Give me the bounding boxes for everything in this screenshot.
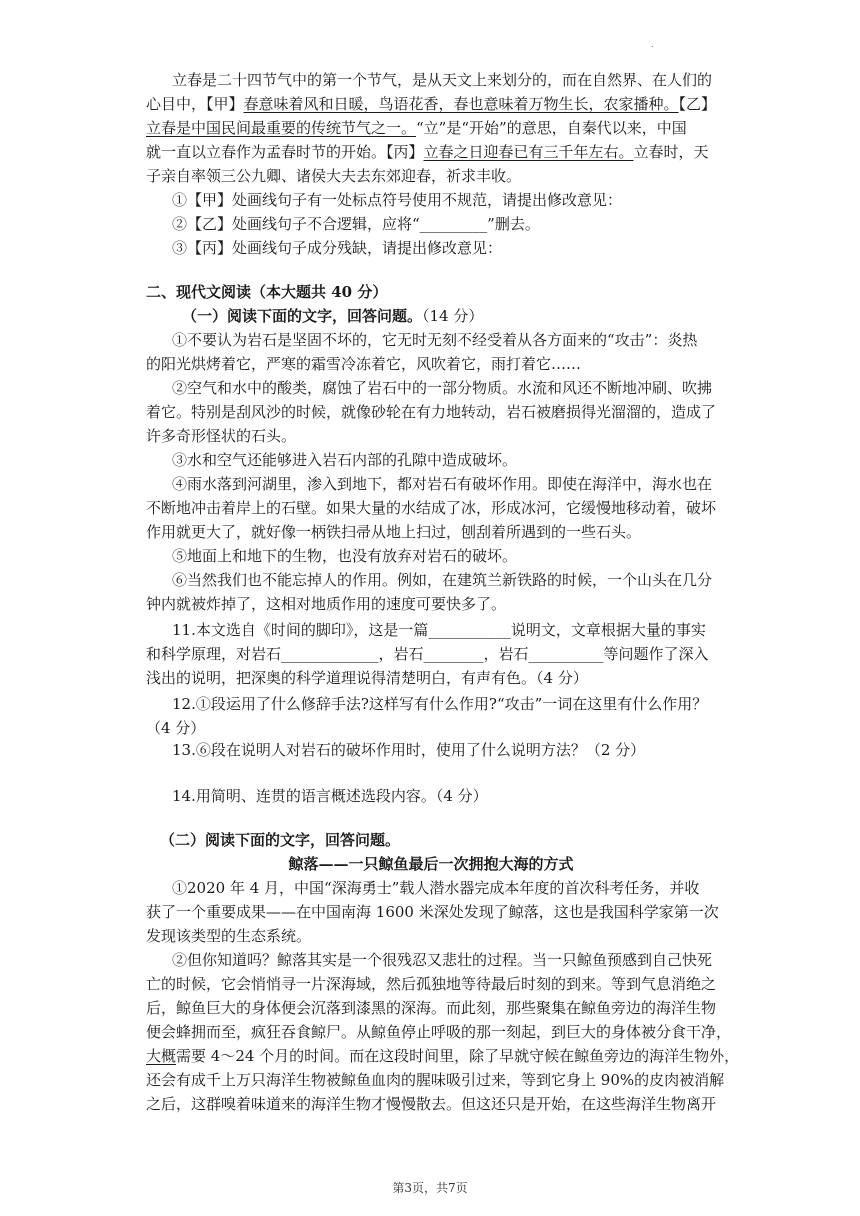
question-item: 13.⑥段在说明人对岩石的破坏作用时，使用了什么说明方法？（2 分） xyxy=(172,741,646,759)
underlined-sentence-yi: 立春是中国民间最重要的传统节气之一。 xyxy=(146,119,417,137)
passage-line: 立春是中国民间最重要的传统节气之一。“立”是“开始”的意思，自秦代以来，中国 xyxy=(146,119,687,137)
paragraph-line: 之后，这群嗅着味道来的海洋生物才慢慢散去。但这还只是开始，在这些海洋生物离开 xyxy=(146,1095,717,1113)
paragraph-line: 亡的时候，它会悄悄寻一片深海域，然后孤独地等待最后时刻的到来。等到气息消绝之 xyxy=(146,975,717,993)
paragraph-line: ①2020 年 4 月，中国“深海勇士”载人潜水器完成本年度的首次科考任务，并收 xyxy=(172,879,700,897)
question-item: ②【乙】处画线句子不合逻辑，应将“_________”删去。 xyxy=(172,215,540,233)
paragraph-line: ④雨水落到河湖里，渗入到地下，都对岩石有破坏作用。即使在海洋中，海水也在 xyxy=(172,475,713,493)
page-mark: . xyxy=(651,40,654,49)
paragraph-line: 作用就更大了，就好像一柄铁扫帚从地上扫过，刨刮着所遇到的一些石头。 xyxy=(146,523,642,541)
paragraph-line: 不断地冲击着岸上的石壁。如果大量的水结成了冰，形成冰河，它缓慢地移动着，破坏 xyxy=(146,499,717,517)
article-title: 鲸落——一只鲸鱼最后一次拥抱大海的方式 xyxy=(288,855,574,873)
paragraph-line: 便会蜂拥而至，疯狂吞食鲸尸。从鲸鱼停止呼吸的那一刻起，到巨大的身体被分食干净， xyxy=(146,1023,732,1041)
page-footer: 第3页，共7页 xyxy=(392,1181,468,1195)
paragraph-line: 钟内就被炸掉了，这相对地质作用的速度可要快多了。 xyxy=(146,595,507,613)
passage-line: 子亲自率领三公九卿、诸侯大夫去东郊迎春，祈求丰收。 xyxy=(146,167,522,185)
paragraph-line: ⑤地面上和地下的生物，也没有放弃对岩石的破坏。 xyxy=(172,547,518,565)
question-item: 14.用简明、连贯的语言概述选段内容。（4 分） xyxy=(172,787,488,805)
part-heading: （二）阅读下面的文字，回答问题。 xyxy=(160,831,401,849)
underlined-sentence-jia: 春意味着风和日暖，鸟语花香，春也意味着万物生长，农家播种。 xyxy=(243,95,679,113)
part-heading: （一）阅读下面的文字，回答问题。（14 分） xyxy=(182,307,484,325)
paragraph-line: 大概需要 4～24 个月的时间。而在这段时间里，除了早就守候在鲸鱼旁边的海洋生物外， xyxy=(146,1047,740,1065)
question-item: 浅出的说明，把深奥的科学道理说得清楚明白，有声有色。（4 分） xyxy=(146,669,588,687)
passage-line: 心目中，【甲】春意味着风和日暖，鸟语花香，春也意味着万物生长，农家播种。【乙】 xyxy=(146,95,717,113)
passage-line: 立春是二十四节气中的第一个节气，是从天文上来划分的，而在自然界、在人们的 xyxy=(172,71,713,89)
paragraph-line: 许多奇形怪状的石头。 xyxy=(146,427,297,445)
paragraph-line: 还会有成千上万只海洋生物被鲸鱼血肉的腥味吸引过来，等到它身上 90%的皮肉被消解 xyxy=(146,1071,725,1089)
paragraph-line: 的阳光烘烤着它，严寒的霜雪冷冻着它，风吹着它，雨打着它…… xyxy=(146,355,582,373)
paragraph-line: 发现该类型的生态系统。 xyxy=(146,927,312,945)
paragraph-line: ②但你知道吗？鲸落其实是一个很残忍又悲壮的过程。当一只鲸鱼预感到自己快死 xyxy=(172,951,713,969)
question-item: 11.本文选自《时间的脚印》，这是一篇___________说明文，文章根据大量的事实 xyxy=(172,621,706,639)
question-item: （4 分） xyxy=(146,719,206,737)
question-item: 12.①段运用了什么修辞手法?这样写有什么作用?“攻击”一词在这里有什么作用？ xyxy=(172,695,708,713)
question-item: 和科学原理，对岩石_____________，岩石________，岩石__________等问题作了深入 xyxy=(146,645,709,663)
paragraph-line: 着它。特别是刮风沙的时候，就像砂轮在有力地转动，岩石被磨损得光溜溜的，造成了 xyxy=(146,403,717,421)
paragraph-line: ③水和空气还能够进入岩石内部的孔隙中造成破坏。 xyxy=(172,451,518,469)
paragraph-line: ⑥当然我们也不能忘掉人的作用。例如，在建筑兰新铁路的时候，一个山头在几分 xyxy=(172,571,713,589)
paragraph-line: ②空气和水中的酸类，腐蚀了岩石中的一部分物质。水流和风还不断地冲刷、吹拂 xyxy=(172,379,713,397)
question-item: ①【甲】处画线句子有一处标点符号使用不规范，请提出修改意见： xyxy=(172,191,623,209)
section-heading: 二、现代文阅读（本大题共 40 分） xyxy=(146,283,388,301)
question-item: ③【丙】处画线句子成分残缺，请提出修改意见： xyxy=(172,239,503,257)
passage-line: 就一直以立春作为孟春时节的开始。【丙】立春之日迎春已有三千年左右。立春时，天 xyxy=(146,143,709,161)
underlined-word: 大概 xyxy=(146,1047,177,1065)
paragraph-line: 获了一个重要成果——在中国南海 1600 米深处发现了鲸落，这也是我国科学家第一次 xyxy=(146,903,719,921)
paragraph-line: ①不要认为岩石是坚固不坏的，它无时无刻不经受着从各方面来的“攻击”：炎热 xyxy=(172,331,698,349)
underlined-sentence-bing: 立春之日迎春已有三千年左右。 xyxy=(423,143,634,161)
paragraph-line: 后，鲸鱼巨大的身体便会沉落到漆黑的深海。而此刻，那些聚集在鲸鱼旁边的海洋生物 xyxy=(146,999,717,1017)
